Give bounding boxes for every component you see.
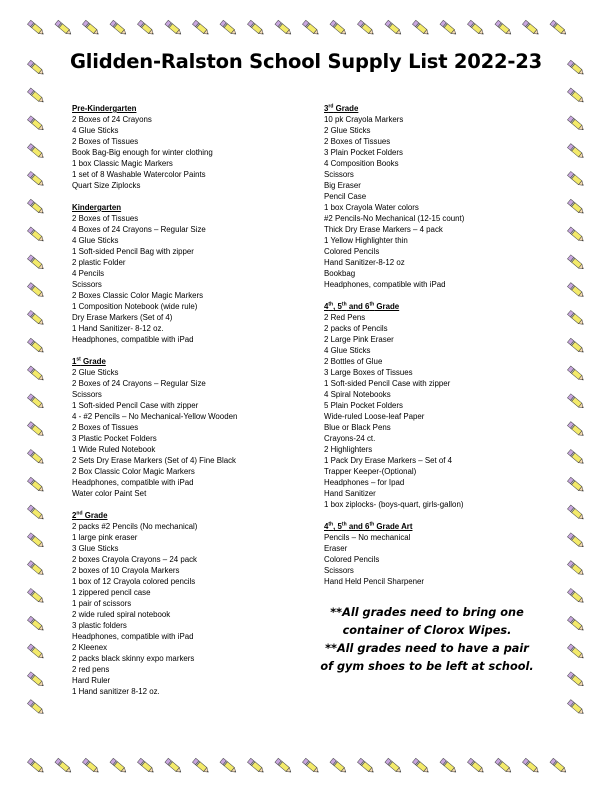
supply-item: 2 packs #2 Pencils (No mechanical) (72, 522, 198, 531)
pencil-icon (567, 700, 585, 716)
supply-item: Crayons-24 ct. (324, 434, 376, 443)
pencil-icon (467, 20, 485, 36)
supply-item: 1 box ziplocks- (boys-quart, girls-gallon) (324, 500, 464, 509)
supply-item: 2 Box Classic Color Magic Markers (72, 467, 195, 476)
pencil-icon (412, 758, 430, 774)
pencil-icon (567, 616, 585, 632)
pencil-icon (247, 758, 265, 774)
pencil-icon (27, 672, 45, 688)
supply-item: 1 Pack Dry Erase Markers – Set of 4 (324, 456, 453, 465)
supply-item: Scissors (72, 280, 102, 289)
supply-item: 1 box of 12 Crayola colored pencils (72, 577, 196, 586)
pencil-icon (440, 20, 458, 36)
supply-item: Headphones, compatible with iPad (72, 478, 194, 487)
section-heading: 2nd Grade (72, 510, 108, 520)
supply-item: 3 plastic folders (72, 621, 127, 630)
pencil-icon (440, 758, 458, 774)
supply-item: 1 box Classic Magic Markers (72, 159, 173, 168)
supply-item: 1 Wide Ruled Notebook (72, 445, 156, 454)
pencil-icon (55, 758, 73, 774)
pencil-icon (192, 20, 210, 36)
pencil-icon (567, 366, 585, 382)
pencil-icon (27, 227, 45, 243)
important-notes (318, 604, 536, 676)
supply-item: 2 Kleenex (72, 643, 108, 652)
supply-item: Trapper Keeper-(Optional) (324, 467, 417, 476)
supply-item: Colored Pencils (324, 247, 380, 256)
supply-item: Hand Held Pencil Sharpener (324, 577, 425, 586)
pencil-icon (522, 758, 540, 774)
supply-item: Hand Sanitizer (324, 489, 376, 498)
supply-item: 2 Boxes Classic Color Magic Markers (72, 291, 204, 300)
pencil-icon (27, 758, 45, 774)
pencil-icon (567, 422, 585, 438)
supply-list (72, 367, 237, 499)
supply-item: 3 Glue Sticks (72, 544, 119, 553)
pencil-icon (27, 310, 45, 326)
pencil-icon (27, 88, 45, 104)
supply-list (324, 312, 464, 510)
supply-item: 2 Highlighters (324, 445, 373, 454)
supply-item: 4 Spiral Notebooks (324, 390, 391, 399)
pencil-icon (567, 561, 585, 577)
left-column (72, 103, 237, 708)
pencil-icon (110, 20, 128, 36)
supply-item: 2 Boxes of Tissues (72, 214, 139, 223)
pencil-icon (27, 700, 45, 716)
pencil-icon (567, 88, 585, 104)
supply-item: 1 Soft-sided Pencil Case with zipper (324, 379, 451, 388)
supply-item: Headphones, compatible with iPad (72, 632, 194, 641)
pencil-icon (302, 758, 320, 774)
supply-item: 2 Boxes of 24 Crayons – Regular Size (72, 379, 206, 388)
supply-item: 2 Boxes of Tissues (72, 423, 139, 432)
pencil-icon (567, 255, 585, 271)
supply-item: Blue or Black Pens (324, 423, 391, 432)
supply-list (72, 521, 237, 697)
pencil-icon (137, 758, 155, 774)
supply-item: 3 Plain Pocket Folders (324, 148, 403, 157)
pencil-icon (567, 449, 585, 465)
supply-item: 2 Boxes of Tissues (324, 137, 391, 146)
supply-item: 4 Composition Books (324, 159, 399, 168)
pencil-icon (567, 505, 585, 521)
supply-item: Headphones, compatible with iPad (324, 280, 446, 289)
supply-list (324, 532, 464, 587)
supply-item: 1 Soft-sided Pencil Case with zipper (72, 401, 199, 410)
supply-item: Bookbag (324, 269, 356, 278)
section-heading: 3rd Grade (324, 103, 359, 113)
supply-item: 2 Boxes of Tissues (72, 137, 139, 146)
right-column (324, 103, 464, 598)
note-gym-shoes: **All grades need to have a pair of gym shoes to be left at school. (320, 642, 534, 673)
supply-item: 2 plastic Folder (72, 258, 126, 267)
supply-item: 3 Large Boxes of Tissues (324, 368, 413, 377)
supply-item: 4 Glue Sticks (324, 346, 371, 355)
pencil-icon (192, 758, 210, 774)
supply-list (324, 114, 464, 290)
pencil-icon (275, 20, 293, 36)
supply-item: Hard Ruler (72, 676, 111, 685)
pencil-icon (567, 310, 585, 326)
pencil-icon (567, 199, 585, 215)
supply-item: 1 box Crayola Water colors (324, 203, 419, 212)
supply-item: Scissors (72, 390, 102, 399)
pencil-icon (27, 505, 45, 521)
section-heading: 4th, 5th and 6th Grade Art (324, 521, 413, 531)
supply-item: Dry Erase Markers (Set of 4) (72, 313, 173, 322)
pencil-icon (357, 758, 375, 774)
pencil-icon (165, 20, 183, 36)
supply-item: 1 zippered pencil case (72, 588, 151, 597)
pencil-icon (412, 20, 430, 36)
pencil-icon (385, 20, 403, 36)
pencil-icon (302, 20, 320, 36)
pencil-icon (27, 561, 45, 577)
pencil-icon (567, 283, 585, 299)
section-heading: 1st Grade (72, 356, 106, 366)
supply-item: 1 Hand Sanitizer- 8-12 oz. (72, 324, 164, 333)
section-3rd-grade (324, 103, 464, 290)
supply-item: Quart Size Ziplocks (72, 181, 141, 190)
pencil-icon (385, 758, 403, 774)
supply-item: 4 Boxes of 24 Crayons – Regular Size (72, 225, 206, 234)
page-title: Glidden-Ralston School Supply List 2022-23 (69, 50, 543, 73)
pencil-icon (27, 171, 45, 187)
pencil-icon (330, 758, 348, 774)
supply-item: Pencil Case (324, 192, 367, 201)
supply-item: 2 Red Pens (324, 313, 366, 322)
pencil-icon (567, 394, 585, 410)
supply-item: 10 pk Crayola Markers (324, 115, 404, 124)
supply-item: 1 Composition Notebook (wide rule) (72, 302, 198, 311)
pencil-icon (567, 477, 585, 493)
section-kindergarten (72, 202, 237, 345)
pencil-icon (27, 477, 45, 493)
pencil-icon (567, 644, 585, 660)
pencil-icon (165, 758, 183, 774)
pencil-icon (330, 20, 348, 36)
supply-item: 1 Soft-sided Pencil Bag with zipper (72, 247, 194, 256)
supply-item: 1 Hand sanitizer 8-12 oz. (72, 687, 160, 696)
pencil-icon (357, 20, 375, 36)
supply-item: 3 Plastic Pocket Folders (72, 434, 157, 443)
pencil-icon (567, 171, 585, 187)
pencil-icon (27, 116, 45, 132)
section-1st-grade (72, 356, 237, 499)
supply-item: Wide-ruled Loose-leaf Paper (324, 412, 425, 421)
pencil-icon (567, 533, 585, 549)
pencil-icon (275, 758, 293, 774)
pencil-icon (495, 758, 513, 774)
supply-item: Water color Paint Set (72, 489, 147, 498)
pencil-icon (27, 255, 45, 271)
pencil-icon (137, 20, 155, 36)
section-heading: Kindergarten (72, 203, 122, 212)
section-4th-6th-grade-art (324, 521, 464, 587)
pencil-icon (82, 20, 100, 36)
supply-list (72, 213, 237, 345)
pencil-icon (27, 422, 45, 438)
pencil-icon (247, 20, 265, 36)
pencil-icon (220, 20, 238, 36)
pencil-icon (27, 20, 45, 36)
supply-item: 2 Glue Sticks (72, 368, 119, 377)
section-heading: 4th, 5th and 6th Grade (324, 301, 400, 311)
section-heading: Pre-Kindergarten (72, 104, 137, 113)
supply-item: Big Eraser (324, 181, 361, 190)
pencil-icon (27, 449, 45, 465)
pencil-icon (27, 366, 45, 382)
pencil-icon (495, 20, 513, 36)
pencil-icon (27, 616, 45, 632)
supply-item: 2 Sets Dry Erase Markers (Set of 4) Fine Black (72, 456, 237, 465)
supply-item: 4 Glue Sticks (72, 236, 119, 245)
supply-item: 1 large pink eraser (72, 533, 138, 542)
supply-item: 2 Boxes of 24 Crayons (72, 115, 152, 124)
pencil-icon (27, 283, 45, 299)
supply-item: Headphones, compatible with iPad (72, 335, 194, 344)
pencil-icon (550, 20, 568, 36)
pencil-icon (567, 116, 585, 132)
section-2nd-grade (72, 510, 237, 697)
pencil-icon (27, 394, 45, 410)
pencil-icon (27, 199, 45, 215)
pencil-icon (522, 20, 540, 36)
pencil-icon (27, 533, 45, 549)
supply-item: 2 packs of Pencils (324, 324, 388, 333)
pencil-icon (567, 338, 585, 354)
pencil-icon (27, 338, 45, 354)
pencil-icon (467, 758, 485, 774)
supply-item: 1 pair of scissors (72, 599, 132, 608)
supply-item: 2 wide ruled spiral notebook (72, 610, 171, 619)
supply-item: 4 Glue Sticks (72, 126, 119, 135)
supply-item: Pencils – No mechanical (324, 533, 411, 542)
supply-item: Headphones – for Ipad (324, 478, 405, 487)
supply-item: 5 Plain Pocket Folders (324, 401, 403, 410)
pencil-icon (27, 644, 45, 660)
supply-item: Thick Dry Erase Markers – 4 pack (324, 225, 443, 234)
supply-item: Eraser (324, 544, 348, 553)
supply-item: 4 Pencils (72, 269, 105, 278)
pencil-icon (110, 758, 128, 774)
section-pre-kindergarten (72, 103, 237, 191)
supply-item: 2 Glue Sticks (324, 126, 371, 135)
pencil-icon (567, 672, 585, 688)
supply-item: Scissors (324, 170, 354, 179)
supply-item: 2 red pens (72, 665, 110, 674)
supply-item: 2 packs black skinny expo markers (72, 654, 195, 663)
pencil-icon (550, 758, 568, 774)
supply-item: 2 boxes of 10 Crayola Markers (72, 566, 180, 575)
pencil-icon (567, 144, 585, 160)
note-clorox-wipes: **All grades need to bring one container of Clorox Wipes. (330, 606, 524, 637)
pencil-icon (567, 588, 585, 604)
supply-item: 1 set of 8 Washable Watercolor Paints (72, 170, 206, 179)
supply-item: 4 - #2 Pencils – No Mechanical-Yellow Wooden (72, 412, 238, 421)
pencil-icon (220, 758, 238, 774)
supply-item: 1 Yellow Highlighter thin (324, 236, 408, 245)
pencil-icon (27, 588, 45, 604)
supply-item: Hand Sanitizer-8-12 oz (324, 258, 405, 267)
supply-item: 2 boxes Crayola Crayons – 24 pack (72, 555, 198, 564)
section-4th-6th-grade (324, 301, 464, 510)
supply-item: #2 Pencils-No Mechanical (12-15 count) (324, 214, 465, 223)
pencil-icon (567, 227, 585, 243)
supply-item: Scissors (324, 566, 354, 575)
pencil-icon (27, 144, 45, 160)
supply-list (72, 114, 237, 191)
pencil-icon (82, 758, 100, 774)
supply-item: 2 Large Pink Eraser (324, 335, 394, 344)
supply-item: Book Bag-Big enough for winter clothing (72, 148, 213, 157)
supply-item: 2 Bottles of Glue (324, 357, 383, 366)
supply-item: Colored Pencils (324, 555, 380, 564)
pencil-icon (55, 20, 73, 36)
